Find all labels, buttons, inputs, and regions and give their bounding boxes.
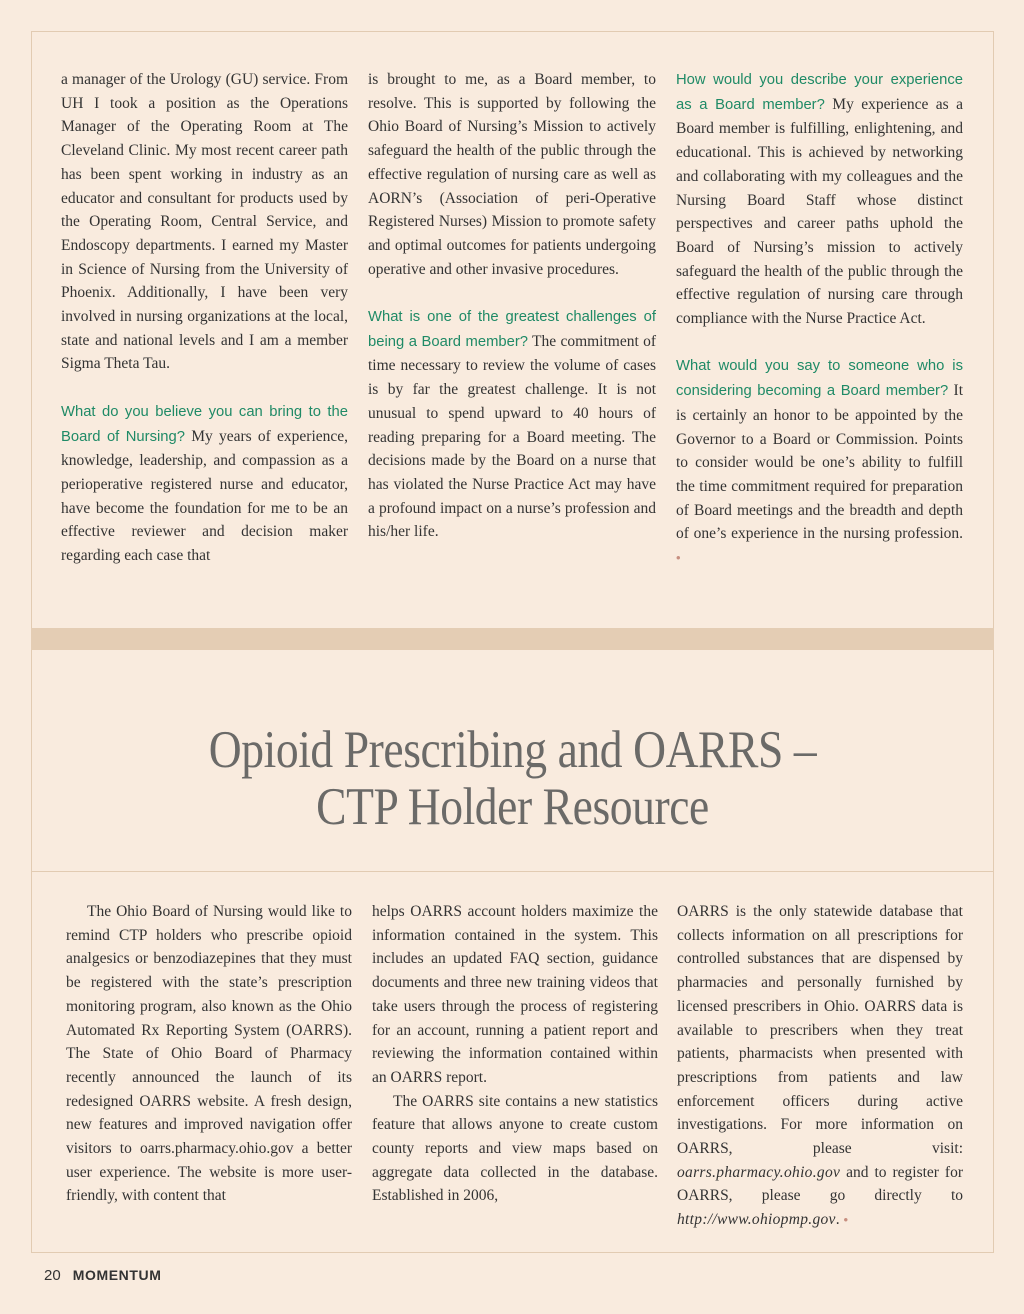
article-paragraph: helps OARRS account holders maximize the information contained in the system. This includes an updated FAQ section, guidance documents and three new training videos that take users through the process of registering for an account, running a patient report and reviewing the information contained within an OARRS report. [372,903,658,1086]
interview-answer: My experience as a Board member is fulfilling, enlightening, and educational. This is achieved by networking and collaborating with my colleagues and the Nursing Board Staff whose distinct perspectives and career paths uphold the Board of Nursing’s mission to actively safeguard the health of the public through the effective regulation of nursing care through compliance with the Nurse Practice Act. [676,95,964,328]
article-column-2 [372,900,658,1208]
ohiopmp-link[interactable]: http://www.ohiopmp.gov [677,1211,836,1229]
page-footer [44,1267,161,1284]
interview-answer: It is certainly an honor to be appointed by the Governor to a Board or Commission. Points to consider would be one’s ability to fulfill the time commitment required for preparation of Board meetings and the breadth and depth of one’s experience in the nursing profession. [676,382,963,543]
article-title-line-2: CTP Holder Resource [316,778,709,836]
interview-question: What would you say to someone who is considering becoming a Board member? [676,358,963,400]
article-column-1 [66,900,352,1208]
interview-column-1 [61,68,348,568]
article-column-3 [677,900,963,1232]
article-paragraph: The Ohio Board of Nursing would like to remind CTP holders who prescribe opioid analgesics or benzodiazepines that they must be registered with the state’s prescription monitoring program, also known as the Ohio Automated Rx Reporting System (OARRS). The State of Ohio Board of Pharmacy recently announced the launch of its redesigned OARRS website. A fresh design, new features and improved navigation offer visitors to oarrs.pharmacy.ohio.gov a better user experience. The website is more user-friendly, with content that [66,903,352,1205]
interview-question: What is one of the greatest challenges of being a Board member? [368,309,656,350]
interview-question: What do you believe you can bring to the Board of Nursing? [61,403,348,445]
article-title [98,722,926,836]
interview-question: How would you describe your experience as a Board member? [676,72,963,113]
article-title-line-1: Opioid Prescribing and OARRS – [208,721,817,779]
oarrs-link[interactable]: oarrs.pharmacy.ohio.gov [677,1163,841,1181]
interview-paragraph: is brought to me, as a Board member, to resolve. This is supported by following the Ohio Board of Nursing’s Mission to actively safeguard the health of the public through the effective regulation of nursing care as well as AORN’s (Association of peri-Operative Registered Nurses) Mission to promote safety and optimal outcomes for patients undergoing operative and other invasive procedures. [368,71,656,278]
interview-qa [676,354,963,569]
article-period: . [835,1211,840,1229]
interview-column-2 [368,68,656,544]
article-paragraph: The OARRS site contains a new statistics feature that allows anyone to create custom county reports and view maps based on aggregate data collected in the database. Established in 2006, [372,1092,658,1205]
interview-qa [61,400,348,568]
page-number: 20 [44,1267,61,1284]
end-mark-icon: • [676,550,681,566]
interview-qa [676,68,963,331]
end-mark-icon: • [843,1212,849,1228]
interview-qa [368,305,656,544]
interview-answer: My years of experience, knowledge, leadership, and compassion as a perioperative registered nurse and educator, have become the foundation for me to be an effective reviewer and decision maker regarding each case that [61,427,349,565]
interview-paragraph: a manager of the Urology (GU) service. From UH I took a position as the Operations Manager of the Operating Room at The Cleveland Clinic. My most recent career path has been spent working in industry as an educator and consultant for products used by the Operating Room, Central Service, and Endoscopy departments. I earned my Master in Science of Nursing from the University of Phoenix. Additionally, I have been very involved in nursing organizations at the local, state and national levels and I am a member Sigma Theta Tau. [61,71,348,373]
section-divider-band [31,628,994,650]
magazine-name: MOMENTUM [72,1267,162,1283]
article-text: and to register for OARRS, please go directly to [677,1163,963,1205]
interview-answer: The commitment of time necessary to review the volume of cases is by far the greatest challenge. It is not unusual to spend upward to 40 hours of reading preparing for a Board meeting. The decisions made by the Board on a nurse that has violated the Nurse Practice Act may have a profound impact on a nurse’s profession and his/her life. [368,332,656,541]
interview-column-3 [676,68,963,570]
article-paragraph [677,900,963,1232]
article-text: OARRS is the only statewide database that collects information on all prescriptions for controlled substances that are dispensed by pharmacies and personally furnished by licensed prescribers in Ohio. OARRS data is available to prescribers when they treat patients, pharmacists when presented with prescriptions from patients and law enforcement officers during active investigations. For more information on OARRS, please visit: [677,903,963,1158]
